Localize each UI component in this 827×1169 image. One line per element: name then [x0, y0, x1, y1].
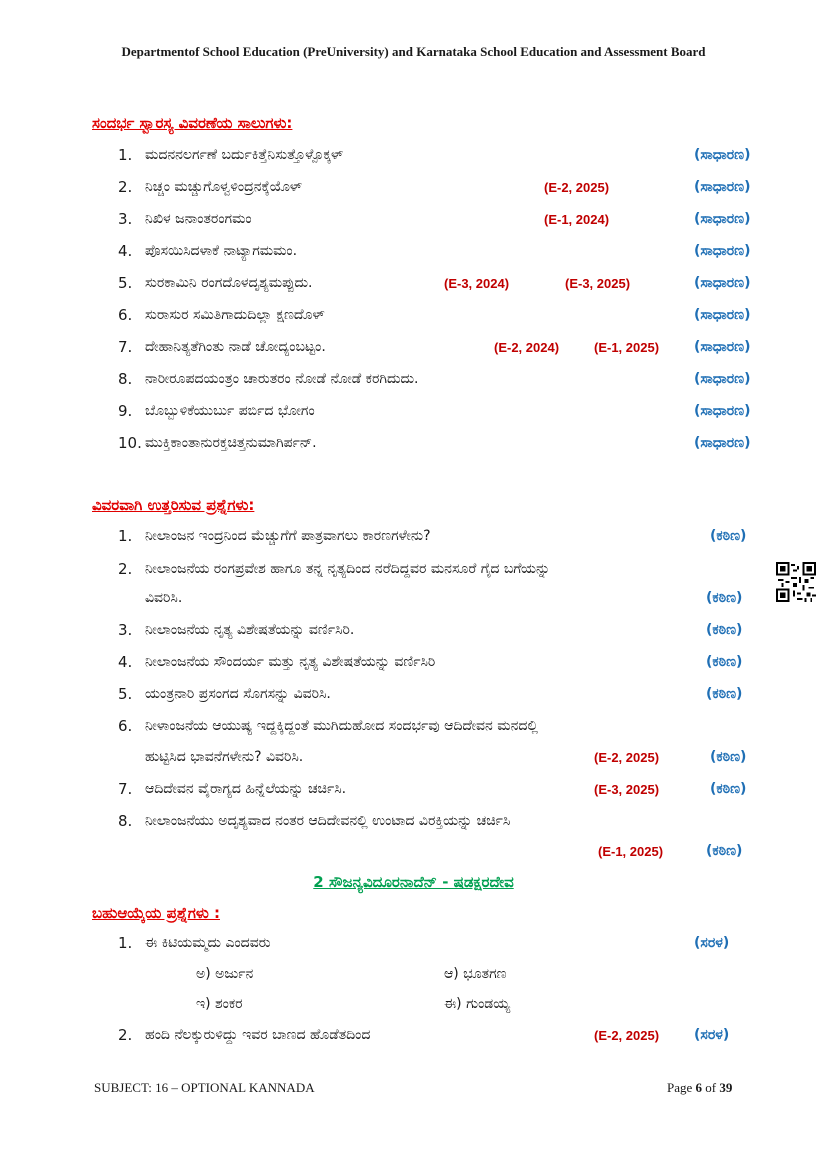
item-number: 4.: [118, 242, 133, 260]
item-text: ಬೊಬ್ಬುಳಿಕೆಯುರ್ಬು ಪರ್ಬಿದ ಭೋಗಂ: [145, 403, 315, 419]
qr-code-icon: [776, 562, 816, 602]
difficulty-tag: (ಕಠಿಣ): [706, 622, 743, 638]
footer-subject: SUBJECT: 16 – OPTIONAL KANNADA: [94, 1080, 315, 1095]
difficulty-tag: (ಸರಳ): [694, 935, 730, 951]
item-number: 5.: [118, 274, 133, 292]
exam-tag: (E-2, 2025): [594, 750, 660, 765]
item-text: ನಿಚ್ಚಂ ಮಚ್ಚುಗೊಳ್ವಳಿಂದ್ರನಕ್ಕೆಯೊಳ್: [145, 179, 303, 195]
item-number: 9.: [118, 402, 133, 420]
mcq-option: ಈ) ಗುಂಡಯ್ಯ: [444, 996, 511, 1012]
item-number: 4.: [118, 653, 133, 671]
item-text: ಯಂತ್ರನಾರಿ ಪ್ರಸಂಗದ ಸೊಗಸನ್ನು ವಿವರಿಸಿ.: [145, 686, 331, 702]
section-title-mcq: ಬಹುಆಯ್ಕೆಯ ಪ್ರಶ್ನೆಗಳು :: [92, 904, 220, 922]
item-text: ನೀಲಾಂಜನ ಇಂದ್ರನಿಂದ ಮೆಚ್ಚುಗೆಗೆ ಪಾತ್ರವಾಗಲು ಕಾರಣಗಳೇನು?: [145, 528, 431, 544]
item-number: 8.: [118, 812, 133, 830]
difficulty-tag: (ಕಠಿಣ): [710, 528, 747, 544]
item-text: ನೀಲಾಂಜನೆಯ ನೃತ್ಯ ವಿಶೇಷತೆಯನ್ನು ವರ್ಣಿಸಿರಿ.: [145, 622, 355, 638]
page-prefix: Page: [667, 1080, 696, 1095]
exam-tag: (E-1, 2025): [598, 844, 664, 859]
item-number: 3.: [118, 621, 133, 639]
item-text: ಮದನನಲರ್ಗಣೆ ಬರ್ದುಕಿತ್ತೆನಿಸುತ್ತೊಳ್ಪೊಕ್ಕಳ್: [145, 147, 344, 163]
page-header: Departmentof School Education (PreUniversity) and Karnataka School Education and Assessment Board: [121, 44, 706, 59]
item-number: 10.: [118, 434, 142, 452]
difficulty-tag: (ಸರಳ): [694, 1027, 730, 1043]
item-number: 6.: [118, 717, 133, 735]
item-text: ನೀಳಾಂಜನೆಯ ಆಯುಷ್ಯ ಇದ್ದಕ್ಕಿದ್ದಂತೆ ಮುಗಿದುಹೋದ ಸಂದರ್ಭವು ಆದಿದೇವನ ಮನದಲ್ಲಿ: [145, 718, 539, 734]
difficulty-tag: (ಸಾಧಾರಣ): [694, 243, 751, 259]
item-number: 2.: [118, 178, 133, 196]
page-total: 39: [719, 1080, 733, 1095]
item-text: ನೀಲಾಂಜನೆಯ ಸೌಂದರ್ಯ ಮತ್ತು ನೃತ್ಯ ವಿಶೇಷತೆಯನ್ನು ವರ್ಣಿಸಿರಿ: [145, 654, 436, 670]
item-number: 7.: [118, 780, 133, 798]
difficulty-tag: (ಸಾಧಾರಣ): [694, 307, 751, 323]
difficulty-tag: (ಕಠಿಣ): [706, 843, 743, 859]
page-current: 6: [695, 1080, 703, 1095]
exam-tag: (E-1, 2024): [544, 212, 610, 227]
difficulty-tag: (ಕಠಿಣ): [706, 654, 743, 670]
difficulty-tag: (ಕಠಿಣ): [710, 749, 747, 765]
mcq-option: ಆ) ಭೂತಗಣ: [444, 966, 507, 982]
footer-page-number: [667, 1080, 732, 1096]
exam-tag: (E-2, 2025): [594, 1028, 660, 1043]
difficulty-tag: (ಸಾಧಾರಣ): [694, 179, 751, 195]
item-number: 2.: [118, 1026, 133, 1044]
item-text: ಸುರಾಸುರ ಸಮಿತಿಗಾದುದಿಲ್ಲಾ ಕ್ಷಣದೊಳ್: [145, 307, 325, 323]
item-text: ಪೊಸಯಿಸಿದಳಾಕೆ ನಾಟ್ಯಾಗಮಮಂ.: [145, 243, 298, 259]
exam-tag: (E-2, 2024): [494, 340, 560, 355]
exam-tag: (E-3, 2025): [594, 782, 660, 797]
difficulty-tag: (ಕಠಿಣ): [710, 781, 747, 797]
item-text: ನೀಲಾಂಜನೆಯು ಅದೃಶ್ಯವಾದ ನಂತರ ಆದಿದೇವನಲ್ಲಿ ಉಂಟಾದ ವಿರಕ್ತಿಯನ್ನು ಚರ್ಚಿಸಿ: [145, 813, 511, 829]
item-number: 1.: [118, 934, 133, 952]
item-number: 6.: [118, 306, 133, 324]
mcq-option: ಇ) ಶಂಕರ: [196, 996, 243, 1012]
item-number: 7.: [118, 338, 133, 356]
item-number: 5.: [118, 685, 133, 703]
mcq-option: ಅ) ಅರ್ಜುನ: [196, 966, 254, 982]
difficulty-tag: (ಸಾಧಾರಣ): [694, 339, 751, 355]
item-text: ಆದಿದೇವನ ವೈರಾಗ್ಯದ ಹಿನ್ನೆಲೆಯನ್ನು ಚರ್ಚಿಸಿ.: [145, 781, 347, 797]
difficulty-tag: (ಸಾಧಾರಣ): [694, 371, 751, 387]
item-number: 2.: [118, 560, 133, 578]
exam-tag: (E-3, 2024): [444, 276, 510, 291]
item-text: ನೀಲಾಂಜನೆಯ ರಂಗಪ್ರವೇಶ ಹಾಗೂ ತನ್ನ ನೃತ್ಯದಿಂದ ನರೆದಿದ್ದವರ ಮನಸೂರೆ ಗೈದ ಬಗೆಯನ್ನು: [145, 561, 551, 577]
item-text: ಮುಕ್ತಿಕಾಂತಾನುರಕ್ತಚಿತ್ತನುಮಾಗಿರ್ಪನ್.: [145, 435, 317, 451]
difficulty-tag: (ಸಾಧಾರಣ): [694, 147, 751, 163]
exam-tag: (E-3, 2025): [565, 276, 631, 291]
page-of: of: [702, 1080, 720, 1095]
item-text: ನಿಖಿಳ ಜನಾಂತರಂಗಮಂ: [145, 211, 252, 227]
difficulty-tag: (ಸಾಧಾರಣ): [694, 211, 751, 227]
item-number: 3.: [118, 210, 133, 228]
item-number: 1.: [118, 146, 133, 164]
difficulty-tag: (ಕಠಿಣ): [706, 686, 743, 702]
item-text: ಈ ಕಿಟಿಯಮ್ಮದು ಎಂದವರು: [145, 935, 271, 951]
section-title-context: ಸಂದರ್ಭ ಸ್ವಾರಸ್ಯ ವಿವರಣೆಯ ಸಾಲುಗಳು:: [92, 114, 293, 132]
chapter-title: 2 ಸೌಜನ್ಯವಿದೂರನಾದೆನ್ - ಷಡಕ್ಷರದೇವ: [313, 873, 514, 891]
difficulty-tag: (ಸಾಧಾರಣ): [694, 403, 751, 419]
item-text: ಹಂದಿ ನೆಲಕ್ಕುರುಳಿದ್ದು ಇವರ ಬಾಣದ ಹೊಡೆತದಿಂದ: [145, 1027, 371, 1043]
difficulty-tag: (ಸಾಧಾರಣ): [694, 435, 751, 451]
difficulty-tag: (ಸಾಧಾರಣ): [694, 275, 751, 291]
exam-tag: (E-1, 2025): [594, 340, 660, 355]
difficulty-tag: (ಕಠಿಣ): [706, 590, 743, 606]
section-title-long-answer: ವಿವರವಾಗಿ ಉತ್ತರಿಸುವ ಪ್ರಶ್ನೆಗಳು:: [92, 496, 255, 514]
exam-tag: (E-2, 2025): [544, 180, 610, 195]
item-text: ಸುರಕಾಮಿನಿ ರಂಗದೊಳದೃಶ್ಯಮಪ್ಪುದು.: [145, 275, 313, 291]
item-text: ನಾರೀರೂಪದಯಂತ್ರಂ ಚಾರುತರಂ ನೋಡೆ ನೋಡೆ ಕರಗಿದುದು.: [145, 371, 419, 387]
item-text: ದೇಹಾನಿತ್ಯತೆಗಿಂತು ನಾಡೆ ಚೋದ್ಯಂಬಟ್ಟಂ.: [145, 339, 326, 355]
item-number: 1.: [118, 527, 133, 545]
item-number: 8.: [118, 370, 133, 388]
item-text-continued: ವಿವರಿಸಿ.: [145, 590, 183, 606]
item-text-continued: ಹುಟ್ಟಿಸಿದ ಭಾವನೆಗಳೇನು? ವಿವರಿಸಿ.: [145, 749, 304, 765]
